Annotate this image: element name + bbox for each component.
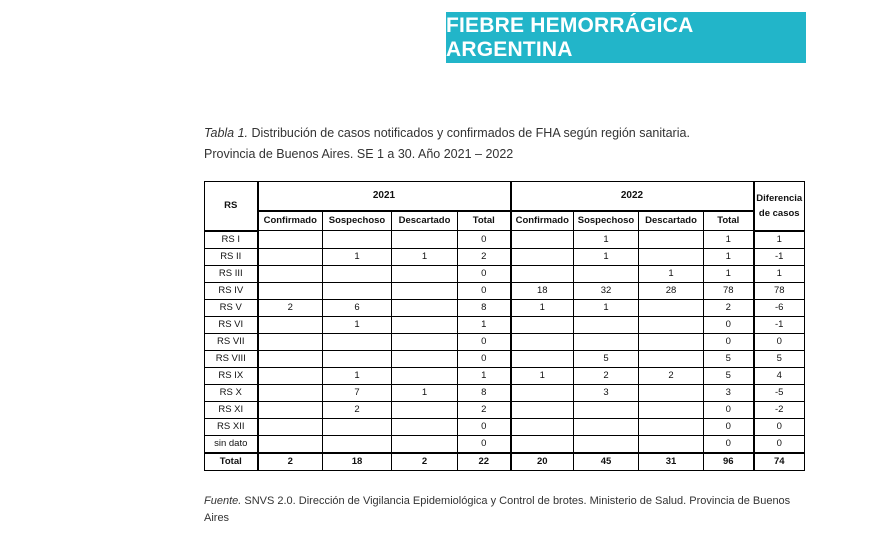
value-cell: 0 [704, 316, 754, 333]
region-cell: RS III [205, 265, 258, 282]
source-note [204, 493, 804, 527]
value-cell: 0 [458, 282, 511, 299]
subheader-2021-descartado: Descartado [392, 211, 458, 231]
value-cell: 32 [574, 282, 639, 299]
table-row [205, 265, 805, 282]
caption-line-2: Provincia de Buenos Aires. SE 1 a 30. Año 2021 – 2022 [204, 147, 514, 161]
value-cell: 1 [574, 231, 639, 249]
value-cell [258, 401, 323, 418]
value-cell: 2 [258, 299, 323, 316]
value-cell: 1 [323, 248, 392, 265]
subheader-2022-sospechoso: Sospechoso [574, 211, 639, 231]
subheader-2021-sospechoso: Sospechoso [323, 211, 392, 231]
region-cell: RS I [205, 231, 258, 249]
value-cell [258, 384, 323, 401]
table-row [205, 282, 805, 299]
value-cell: 45 [574, 453, 639, 471]
value-cell: 0 [754, 435, 805, 453]
region-cell: RS VII [205, 333, 258, 350]
banner-title: FIEBRE HEMORRÁGICA ARGENTINA [446, 13, 693, 61]
value-cell: 0 [458, 265, 511, 282]
value-cell: 2 [458, 248, 511, 265]
value-cell [392, 367, 458, 384]
diff-header: Diferencia de casos [754, 182, 805, 231]
value-cell [574, 418, 639, 435]
value-cell: 28 [639, 282, 704, 299]
value-cell [258, 350, 323, 367]
value-cell: 1 [574, 248, 639, 265]
value-cell [639, 418, 704, 435]
value-cell: 5 [574, 350, 639, 367]
value-cell [574, 316, 639, 333]
value-cell [323, 333, 392, 350]
value-cell: 3 [704, 384, 754, 401]
value-cell: 0 [458, 435, 511, 453]
value-cell: 1 [754, 231, 805, 249]
region-cell: RS XI [205, 401, 258, 418]
value-cell [258, 316, 323, 333]
value-cell: 18 [511, 282, 574, 299]
subheader-2022-total: Total [704, 211, 754, 231]
cases-table [204, 181, 805, 471]
value-cell [574, 333, 639, 350]
value-cell: 0 [458, 350, 511, 367]
value-cell: 8 [458, 384, 511, 401]
value-cell [258, 333, 323, 350]
value-cell: 1 [458, 316, 511, 333]
value-cell [323, 265, 392, 282]
value-cell: 7 [323, 384, 392, 401]
value-cell [323, 231, 392, 249]
value-cell [511, 231, 574, 249]
region-cell: sin dato [205, 435, 258, 453]
value-cell [639, 248, 704, 265]
value-cell: 1 [704, 265, 754, 282]
value-cell [639, 435, 704, 453]
value-cell: 2 [458, 401, 511, 418]
value-cell: 78 [754, 282, 805, 299]
value-cell: 3 [574, 384, 639, 401]
table-row [205, 299, 805, 316]
value-cell: 1 [639, 265, 704, 282]
value-cell [323, 350, 392, 367]
value-cell: -2 [754, 401, 805, 418]
value-cell: 0 [704, 435, 754, 453]
value-cell: 1 [392, 384, 458, 401]
value-cell: 1 [754, 265, 805, 282]
subheader-2022-confirmado: Confirmado [511, 211, 574, 231]
value-cell: 22 [458, 453, 511, 471]
value-cell [258, 231, 323, 249]
table-row [205, 418, 805, 435]
value-cell [511, 435, 574, 453]
year-2021-header: 2021 [258, 182, 511, 211]
value-cell [511, 350, 574, 367]
value-cell: 0 [704, 333, 754, 350]
subheader-2021-total: Total [458, 211, 511, 231]
value-cell: 1 [323, 316, 392, 333]
source-text: SNVS 2.0. Dirección de Vigilancia Epidemiológica y Control de brotes. Ministerio de Salud. Provincia de Buenos Aires [204, 495, 791, 524]
value-cell: 2 [639, 367, 704, 384]
value-cell: 1 [704, 231, 754, 249]
value-cell [392, 350, 458, 367]
value-cell [574, 401, 639, 418]
value-cell [639, 299, 704, 316]
value-cell: 0 [754, 418, 805, 435]
value-cell [392, 316, 458, 333]
value-cell [392, 231, 458, 249]
value-cell: 2 [704, 299, 754, 316]
value-cell: 0 [458, 231, 511, 249]
value-cell: 18 [323, 453, 392, 471]
value-cell: 0 [458, 333, 511, 350]
value-cell: 0 [704, 401, 754, 418]
value-cell: 5 [754, 350, 805, 367]
value-cell [258, 435, 323, 453]
region-cell: RS VIII [205, 350, 258, 367]
value-cell [392, 299, 458, 316]
region-cell: RS II [205, 248, 258, 265]
value-cell [639, 384, 704, 401]
value-cell: 4 [754, 367, 805, 384]
value-cell [392, 265, 458, 282]
table-row [205, 350, 805, 367]
value-cell: 2 [574, 367, 639, 384]
value-cell [392, 401, 458, 418]
year-2022-header: 2022 [511, 182, 754, 211]
rs-header: RS [205, 182, 258, 231]
region-cell: RS XII [205, 418, 258, 435]
value-cell: 2 [258, 453, 323, 471]
table-row [205, 333, 805, 350]
region-cell: Total [205, 453, 258, 471]
table-row [205, 435, 805, 453]
value-cell [511, 333, 574, 350]
table-row [205, 384, 805, 401]
value-cell [511, 248, 574, 265]
value-cell [258, 248, 323, 265]
value-cell: -5 [754, 384, 805, 401]
caption-text: Distribución de casos notificados y confirmados de FHA según región sanitaria. [248, 126, 690, 140]
value-cell: 78 [704, 282, 754, 299]
caption-line-1 [204, 123, 764, 144]
value-cell: 96 [704, 453, 754, 471]
value-cell [392, 282, 458, 299]
value-cell [392, 435, 458, 453]
value-cell [323, 282, 392, 299]
value-cell [511, 265, 574, 282]
value-cell: 1 [511, 299, 574, 316]
value-cell: 1 [458, 367, 511, 384]
value-cell [639, 350, 704, 367]
value-cell: 31 [639, 453, 704, 471]
caption-label: Tabla 1. [204, 126, 249, 140]
value-cell: -6 [754, 299, 805, 316]
table-row [205, 231, 805, 249]
value-cell [511, 316, 574, 333]
value-cell: 5 [704, 367, 754, 384]
value-cell [639, 316, 704, 333]
value-cell [574, 265, 639, 282]
region-cell: RS IV [205, 282, 258, 299]
region-cell: RS IX [205, 367, 258, 384]
value-cell: 1 [574, 299, 639, 316]
value-cell: 2 [392, 453, 458, 471]
value-cell: 20 [511, 453, 574, 471]
value-cell [258, 265, 323, 282]
value-cell [639, 231, 704, 249]
value-cell [511, 384, 574, 401]
region-cell: RS X [205, 384, 258, 401]
value-cell [511, 401, 574, 418]
subheader-2021-confirmado: Confirmado [258, 211, 323, 231]
value-cell: 8 [458, 299, 511, 316]
value-cell: 0 [754, 333, 805, 350]
value-cell: 2 [323, 401, 392, 418]
total-row [205, 453, 805, 471]
table-caption [204, 123, 764, 165]
value-cell [392, 333, 458, 350]
value-cell: 0 [704, 418, 754, 435]
value-cell: 1 [392, 248, 458, 265]
value-cell: -1 [754, 316, 805, 333]
value-cell: -1 [754, 248, 805, 265]
region-cell: RS V [205, 299, 258, 316]
value-cell [392, 418, 458, 435]
region-cell: RS VI [205, 316, 258, 333]
table-row [205, 316, 805, 333]
value-cell [574, 435, 639, 453]
value-cell [639, 333, 704, 350]
value-cell: 1 [511, 367, 574, 384]
value-cell [258, 418, 323, 435]
value-cell: 74 [754, 453, 805, 471]
table-row [205, 367, 805, 384]
value-cell [323, 435, 392, 453]
value-cell [258, 282, 323, 299]
table-row [205, 401, 805, 418]
value-cell [511, 418, 574, 435]
source-label: Fuente. [204, 495, 242, 507]
subheader-2022-descartado: Descartado [639, 211, 704, 231]
value-cell: 5 [704, 350, 754, 367]
value-cell [323, 418, 392, 435]
table-row [205, 248, 805, 265]
value-cell: 1 [704, 248, 754, 265]
value-cell: 0 [458, 418, 511, 435]
value-cell [639, 401, 704, 418]
value-cell: 1 [323, 367, 392, 384]
value-cell: 6 [323, 299, 392, 316]
value-cell [258, 367, 323, 384]
page-banner [446, 12, 806, 63]
